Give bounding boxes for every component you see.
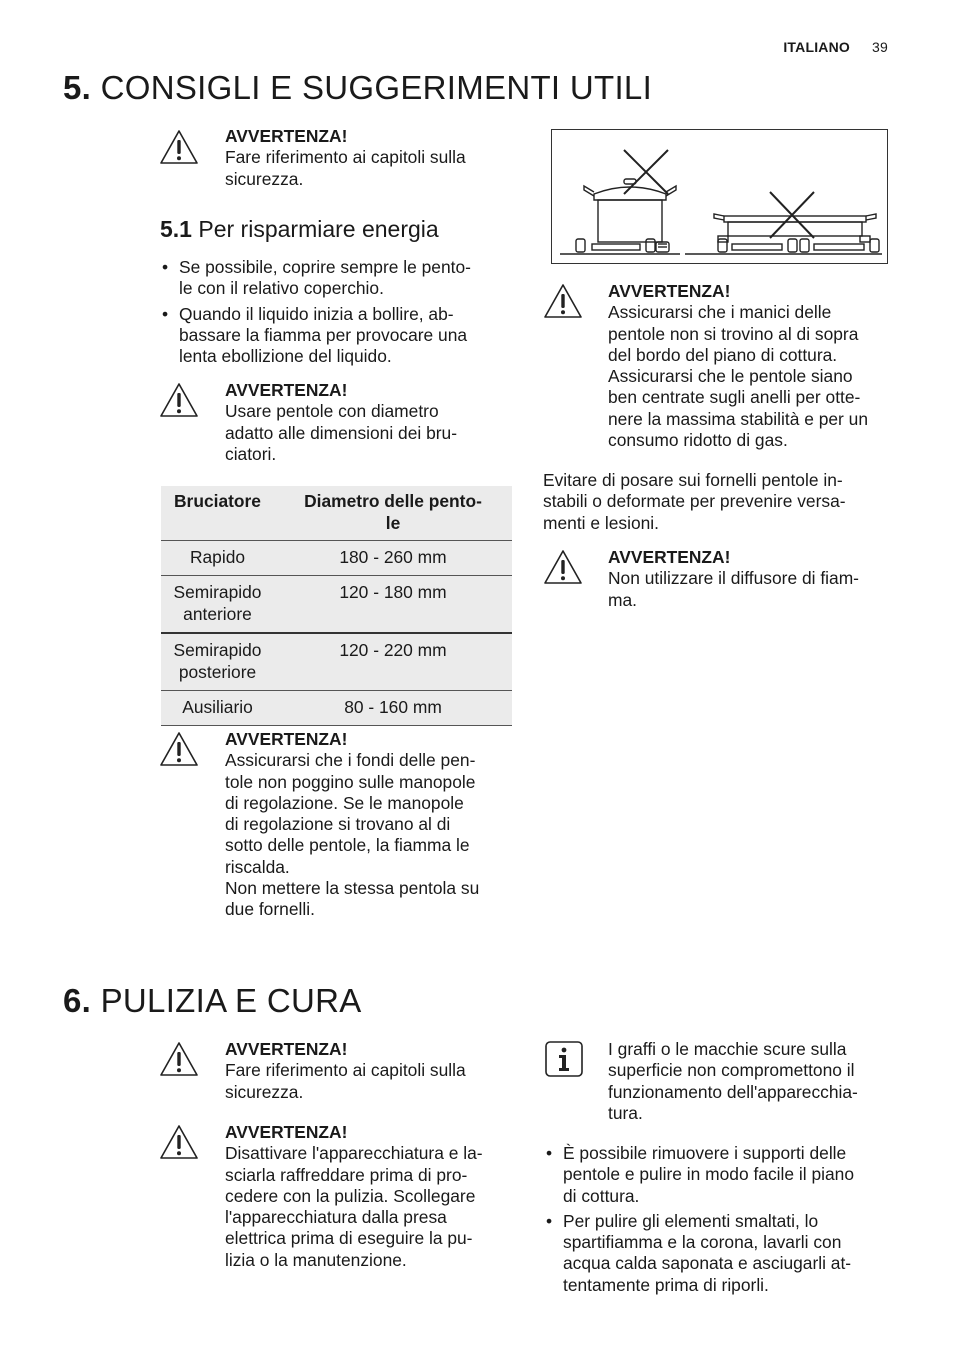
info-text-line: funzionamento dell'apparecchia- <box>608 1081 858 1102</box>
warning-triangle-icon <box>159 731 199 772</box>
section-5-heading <box>63 69 652 107</box>
subsection-heading <box>160 215 439 243</box>
section-6-title: PULIZIA E CURA <box>100 982 362 1019</box>
table-cell: 120 - 180 mm <box>274 576 512 634</box>
warning-text-line: l'apparecchiatura dalla presa <box>225 1207 447 1228</box>
warning-text-line: Fare riferimento ai capitoli sulla <box>225 1060 466 1081</box>
warning-text-line: di regolazione. Se le manopole <box>225 792 464 813</box>
section-6-heading <box>63 982 362 1020</box>
warning-block <box>225 380 515 465</box>
table-row <box>161 576 512 634</box>
table-header-line: Diametro delle pento- <box>304 491 482 511</box>
warning-title: AVVERTENZA! <box>225 1122 348 1142</box>
paragraph-line: stabili o deformate per prevenire versa- <box>543 491 846 512</box>
warning-triangle-icon <box>159 129 199 170</box>
paragraph <box>543 470 903 534</box>
paragraph-line: Evitare di posare sui fornelli pentole in- <box>543 470 843 490</box>
warning-title: AVVERTENZA! <box>608 281 731 301</box>
cookware-illustration <box>551 129 888 264</box>
warning-triangle-icon <box>543 283 583 324</box>
list-item <box>160 304 520 368</box>
list-item-line: tentamente prima di riporli. <box>563 1274 769 1295</box>
info-text-line: tura. <box>608 1102 643 1123</box>
warning-block <box>608 281 908 451</box>
table-row <box>161 691 512 726</box>
warning-text-line: Usare pentole con diametro <box>225 401 439 422</box>
list-item-line: Per pulire gli elementi smaltati, lo <box>563 1210 819 1231</box>
list-item-line: pentole e pulire in modo facile il piano <box>563 1164 854 1185</box>
warning-text-line: Fare riferimento ai capitoli sulla <box>225 147 466 168</box>
warning-text-line: sotto delle pentole, la fiamma le <box>225 835 470 856</box>
table-cell: 120 - 220 mm <box>274 633 512 691</box>
warning-text-line: ciatori. <box>225 443 277 464</box>
warning-block <box>225 729 520 921</box>
cell-line: anteriore <box>183 604 252 624</box>
warning-block <box>225 1122 520 1271</box>
bullet-list <box>160 257 520 367</box>
table-cell: 180 - 260 mm <box>274 541 512 576</box>
cell-line: Semirapido <box>173 640 262 660</box>
bullet-icon: • <box>162 257 169 277</box>
list-item-line: di cottura. <box>563 1185 640 1206</box>
list-item <box>160 257 520 300</box>
table-header-line: le <box>385 513 401 533</box>
list-item-line: Se possibile, coprire sempre le pento- <box>179 257 471 277</box>
bullet-icon: • <box>546 1143 553 1163</box>
info-block <box>608 1039 908 1124</box>
language-label: ITALIANO <box>783 39 851 55</box>
paragraph-line: menti e lesioni. <box>543 512 659 533</box>
cell-line: Semirapido <box>173 582 262 602</box>
warning-triangle-icon <box>159 382 199 423</box>
list-item-line: spartifiamma e la corona, lavarli con <box>563 1232 842 1253</box>
warning-text-line: elettrica prima di eseguire la pu- <box>225 1228 473 1249</box>
bullet-icon: • <box>546 1210 553 1231</box>
table-row <box>161 633 512 691</box>
list-item-line: lenta ebollizione del liquido. <box>179 346 392 367</box>
subsection-number: 5.1 <box>160 216 192 242</box>
warning-text-line: Disattivare l'apparecchiatura e la- <box>225 1143 483 1164</box>
warning-block <box>225 126 515 190</box>
table-header <box>274 486 512 541</box>
list-item-line: È possibile rimuovere i supporti delle <box>563 1143 847 1163</box>
list-item <box>544 1211 914 1296</box>
warning-text-line: lizia o la manutenzione. <box>225 1249 407 1270</box>
burner-table <box>161 486 512 726</box>
warning-triangle-icon <box>159 1041 199 1082</box>
warning-text-line: Non utilizzare il diffusore di fiam- <box>608 568 859 589</box>
warning-title: AVVERTENZA! <box>225 380 348 400</box>
table-cell <box>161 691 274 726</box>
info-text-line: superficie non compromettono il <box>608 1060 855 1081</box>
info-icon <box>545 1041 583 1082</box>
warning-text-line: adatto alle dimensioni dei bru- <box>225 422 458 443</box>
list-item-line: acqua calda saponata e asciugarli at- <box>563 1253 852 1274</box>
warning-text-line: sicurezza. <box>225 1081 304 1102</box>
page-number: 39 <box>872 39 888 55</box>
warning-text-line: cedere con la pulizia. Scollegare <box>225 1185 476 1206</box>
warning-title: AVVERTENZA! <box>225 1039 348 1059</box>
warning-text-line: Assicurarsi che i fondi delle pen- <box>225 750 476 771</box>
cell-line: Ausiliario <box>182 697 253 717</box>
warning-text-line: ma. <box>608 589 637 610</box>
section-6-number: 6. <box>63 982 92 1019</box>
running-header <box>783 39 888 55</box>
table-cell <box>161 576 274 634</box>
subsection-title: Per risparmiare energia <box>198 216 439 242</box>
section-5-title: CONSIGLI E SUGGERIMENTI UTILI <box>100 69 653 106</box>
warning-text-line: sicurezza. <box>225 168 304 189</box>
warning-triangle-icon <box>159 1124 199 1165</box>
cell-line: Rapido <box>189 547 246 567</box>
warning-block <box>608 547 908 611</box>
table-header: Bruciatore <box>161 486 274 541</box>
table-cell: 80 - 160 mm <box>274 691 512 726</box>
section-5-number: 5. <box>63 69 92 106</box>
warning-text-line: sciarla raffreddare prima di pro- <box>225 1164 468 1185</box>
warning-text-line: ben centrate sugli anelli per otte- <box>608 387 861 408</box>
bullet-icon: • <box>162 303 169 324</box>
warning-title: AVVERTENZA! <box>608 547 731 567</box>
list-item-line: Quando il liquido inizia a bollire, ab- <box>179 303 454 324</box>
list-item <box>544 1143 914 1207</box>
warning-text-line: riscalda. <box>225 856 290 877</box>
table-cell <box>161 541 274 576</box>
warning-text-line: di regolazione si trovano al di <box>225 814 451 835</box>
warning-text-line: Non mettere la stessa pentola su <box>225 878 480 899</box>
warning-text-line: del bordo del piano di cottura. <box>608 344 838 365</box>
info-text-line: I graffi o le macchie scure sulla <box>608 1039 847 1059</box>
warning-text-line: pentole non si trovino al di sopra <box>608 323 859 344</box>
warning-text-line: consumo ridotto di gas. <box>608 430 788 451</box>
warning-block <box>225 1039 515 1103</box>
warning-text-line: Assicurarsi che i manici delle <box>608 302 832 323</box>
bullet-list <box>544 1143 914 1296</box>
warning-triangle-icon <box>543 549 583 590</box>
warning-text-line: Assicurarsi che le pentole siano <box>608 366 853 387</box>
cell-line: posteriore <box>178 662 257 682</box>
table-cell <box>161 633 274 691</box>
warning-text-line: tole non poggino sulle manopole <box>225 771 476 792</box>
list-item-line: bassare la fiamma per provocare una <box>179 324 468 345</box>
table-row <box>161 541 512 576</box>
warning-text-line: due fornelli. <box>225 899 315 920</box>
warning-text-line: nere la massima stabilità e per un <box>608 408 869 429</box>
list-item-line: le con il relativo coperchio. <box>179 278 384 299</box>
warning-title: AVVERTENZA! <box>225 729 348 749</box>
warning-title: AVVERTENZA! <box>225 126 348 146</box>
